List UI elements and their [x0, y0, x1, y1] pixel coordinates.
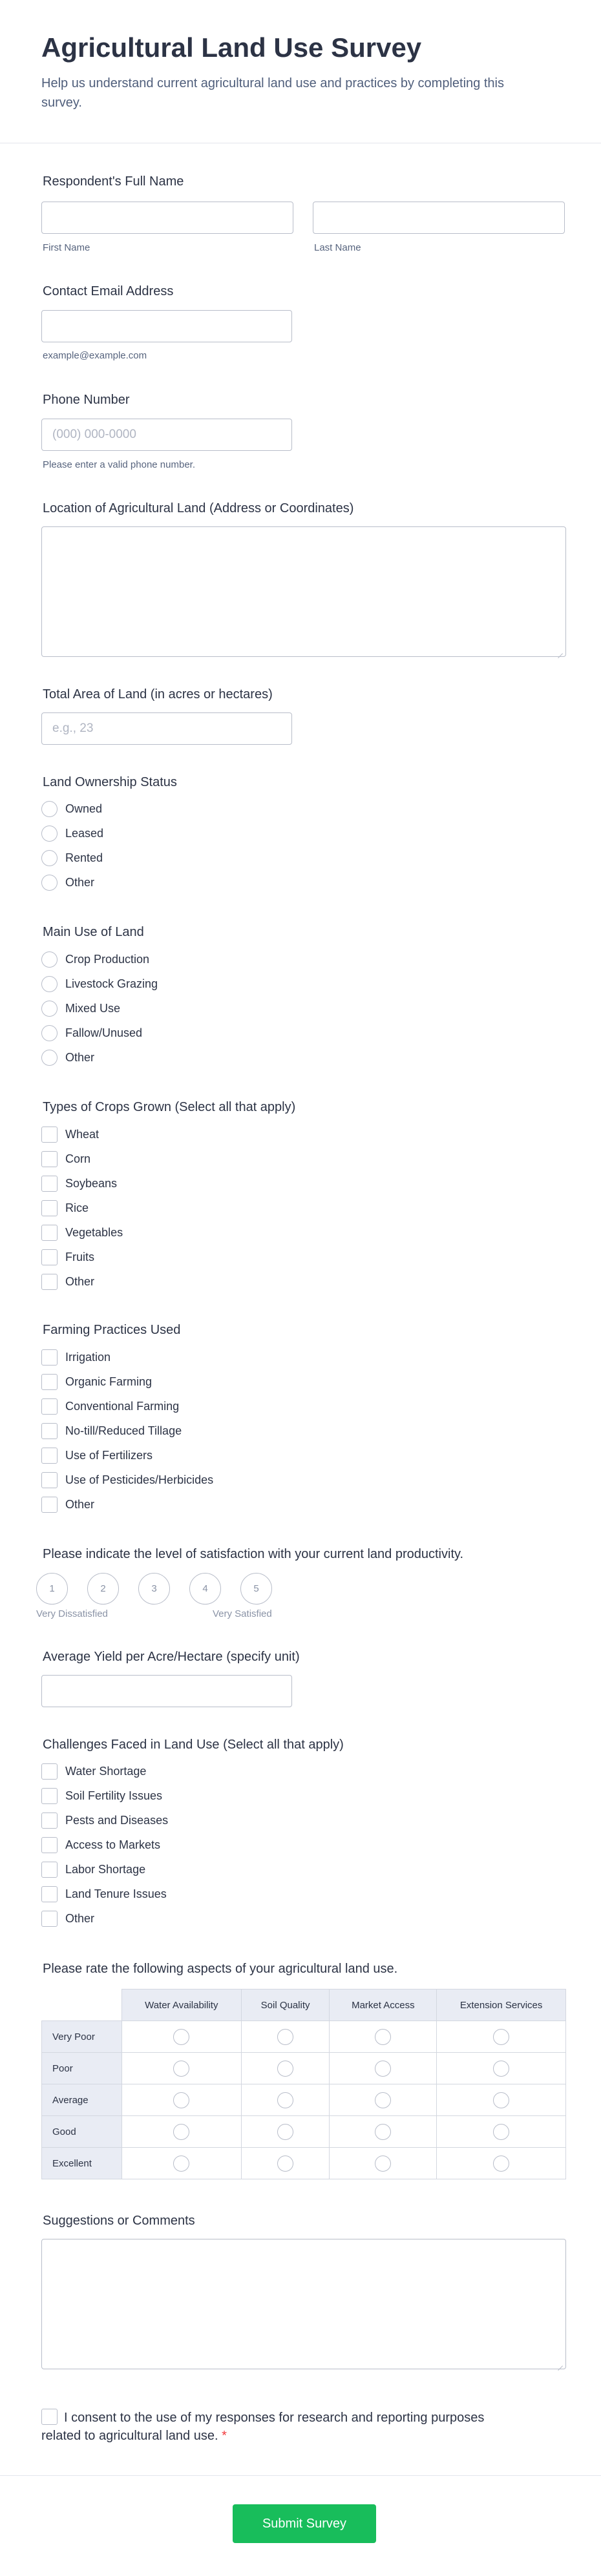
matrix-column-header: Market Access [330, 1989, 437, 2021]
matrix-radio-icon[interactable] [493, 2124, 509, 2140]
matrix-radio-icon[interactable] [375, 2029, 391, 2045]
checkbox-icon[interactable] [41, 1176, 58, 1192]
matrix-radio-icon[interactable] [493, 2061, 509, 2077]
practices-label: Farming Practices Used [43, 1323, 181, 1337]
location-textarea[interactable] [41, 526, 566, 657]
radio-icon[interactable] [41, 1025, 58, 1041]
matrix-label: Please rate the following aspects of your agricultural land use. [43, 1962, 398, 1976]
matrix-radio-icon[interactable] [277, 2029, 293, 2045]
crops-options [41, 1122, 123, 1294]
footer-divider [0, 2475, 601, 2476]
crops-option[interactable]: Wheat [41, 1122, 123, 1147]
consent-label: I consent to the use of my responses for research and reporting purposes related to agricultural land use. [41, 2411, 485, 2443]
matrix-radio-icon[interactable] [173, 2155, 189, 2172]
scale-option[interactable]: 4 [189, 1573, 221, 1605]
form-description: Help us understand current agricultural land use and practices by completing this survey. [41, 76, 504, 110]
matrix-radio-icon[interactable] [277, 2092, 293, 2108]
form-title: Agricultural Land Use Survey [41, 32, 422, 63]
matrix-row [42, 2116, 566, 2148]
matrix-radio-icon[interactable] [375, 2124, 391, 2140]
matrix-radio-icon[interactable] [277, 2061, 293, 2077]
area-placeholder: e.g., 23 [52, 722, 94, 735]
matrix-column-header: Extension Services [437, 1989, 566, 2021]
last-name-sublabel: Last Name [314, 242, 361, 253]
practices-option[interactable]: Organic Farming [41, 1369, 213, 1394]
challenges-option[interactable]: Labor Shortage [41, 1857, 168, 1882]
challenges-option[interactable]: Access to Markets [41, 1833, 168, 1857]
matrix-radio-icon[interactable] [173, 2124, 189, 2140]
rating-matrix [41, 1989, 566, 2179]
name-label: Respondent's Full Name [43, 174, 184, 189]
challenges-options [41, 1759, 168, 1931]
challenges-option[interactable]: Other [41, 1906, 168, 1931]
area-input[interactable] [41, 712, 292, 745]
matrix-radio-icon[interactable] [493, 2092, 509, 2108]
checkbox-icon[interactable] [41, 1274, 58, 1290]
crops-option[interactable]: Corn [41, 1147, 123, 1171]
checkbox-icon[interactable] [41, 1151, 58, 1167]
yield-input[interactable] [41, 1675, 292, 1707]
matrix-radio-icon[interactable] [493, 2155, 509, 2172]
radio-icon[interactable] [41, 801, 58, 817]
ownership-option[interactable]: Leased [41, 821, 103, 846]
radio-icon[interactable] [41, 976, 58, 992]
practices-option[interactable]: No-till/Reduced Tillage [41, 1418, 213, 1443]
comments-label: Suggestions or Comments [43, 2214, 195, 2228]
crops-option[interactable]: Rice [41, 1196, 123, 1220]
email-label: Contact Email Address [43, 284, 174, 298]
consent-checkbox-icon[interactable] [41, 2409, 58, 2425]
matrix-radio-icon[interactable] [375, 2061, 391, 2077]
checkbox-icon[interactable] [41, 1398, 58, 1415]
challenges-option[interactable]: Pests and Diseases [41, 1808, 168, 1833]
consent-field[interactable] [41, 2409, 507, 2445]
matrix-radio-icon[interactable] [375, 2155, 391, 2172]
resize-grip-icon[interactable] [556, 2360, 563, 2366]
checkbox-icon[interactable] [41, 1200, 58, 1216]
first-name-input[interactable] [41, 202, 293, 234]
checkbox-icon[interactable] [41, 1788, 58, 1804]
form-header [0, 0, 601, 143]
matrix-column-header: Soil Quality [241, 1989, 330, 2021]
matrix-radio-icon[interactable] [493, 2029, 509, 2045]
matrix-row [42, 2053, 566, 2084]
checkbox-icon[interactable] [41, 1249, 58, 1265]
checkbox-icon[interactable] [41, 1423, 58, 1439]
radio-icon[interactable] [41, 1050, 58, 1066]
email-sublabel: example@example.com [43, 350, 147, 361]
checkbox-icon[interactable] [41, 1886, 58, 1902]
scale-option[interactable]: 3 [138, 1573, 170, 1605]
satisfaction-scale [36, 1573, 272, 1605]
main-use-option[interactable]: Livestock Grazing [41, 971, 158, 996]
radio-icon[interactable] [41, 850, 58, 866]
main-use-option[interactable]: Crop Production [41, 947, 158, 971]
main-use-label: Main Use of Land [43, 925, 144, 939]
satisfaction-label: Please indicate the level of satisfaction with your current land productivity. [43, 1547, 464, 1561]
matrix-row-header: Very Poor [42, 2021, 122, 2053]
challenges-label: Challenges Faced in Land Use (Select all that apply) [43, 1738, 344, 1752]
crops-option[interactable]: Other [41, 1269, 123, 1294]
practices-option[interactable]: Other [41, 1492, 213, 1517]
checkbox-icon[interactable] [41, 1497, 58, 1513]
email-input[interactable] [41, 310, 292, 342]
matrix-radio-icon[interactable] [277, 2124, 293, 2140]
main-use-option[interactable]: Mixed Use [41, 996, 158, 1021]
practices-option[interactable]: Irrigation [41, 1345, 213, 1369]
practices-options [41, 1345, 213, 1517]
crops-label: Types of Crops Grown (Select all that apply) [43, 1100, 296, 1114]
checkbox-icon[interactable] [41, 1763, 58, 1780]
checkbox-icon[interactable] [41, 1813, 58, 1829]
scale-option[interactable]: 2 [87, 1573, 119, 1605]
main-use-option[interactable]: Fallow/Unused [41, 1021, 158, 1045]
matrix-row-header: Good [42, 2116, 122, 2148]
resize-grip-icon[interactable] [556, 647, 563, 654]
matrix-column-header: Water Availability [121, 1989, 241, 2021]
matrix-radio-icon[interactable] [277, 2155, 293, 2172]
matrix-radio-icon[interactable] [173, 2061, 189, 2077]
matrix-row [42, 2084, 566, 2116]
matrix-row-header: Poor [42, 2053, 122, 2084]
ownership-option[interactable]: Owned [41, 796, 103, 821]
phone-sublabel: Please enter a valid phone number. [43, 459, 195, 470]
checkbox-icon[interactable] [41, 1911, 58, 1927]
area-label: Total Area of Land (in acres or hectares) [43, 687, 273, 701]
location-label: Location of Agricultural Land (Address or Coordinates) [43, 501, 354, 515]
challenges-option[interactable]: Water Shortage [41, 1759, 168, 1783]
checkbox-icon[interactable] [41, 1349, 58, 1366]
matrix-radio-icon[interactable] [173, 2092, 189, 2108]
radio-icon[interactable] [41, 951, 58, 968]
crops-option[interactable]: Vegetables [41, 1220, 123, 1245]
crops-option[interactable]: Soybeans [41, 1171, 123, 1196]
crops-option[interactable]: Fruits [41, 1245, 123, 1269]
last-name-input[interactable] [313, 202, 565, 234]
submit-button[interactable]: Submit Survey [233, 2504, 376, 2543]
radio-icon[interactable] [41, 875, 58, 891]
phone-label: Phone Number [43, 393, 130, 407]
checkbox-icon[interactable] [41, 1448, 58, 1464]
practices-option[interactable]: Conventional Farming [41, 1394, 213, 1418]
ownership-options [41, 796, 103, 895]
matrix-row [42, 2148, 566, 2179]
checkbox-icon[interactable] [41, 1837, 58, 1853]
ownership-option[interactable]: Other [41, 870, 103, 895]
scale-low-label: Very Dissatisfied [36, 1608, 108, 1619]
matrix-corner [42, 1989, 122, 2021]
phone-placeholder: (000) 000-0000 [52, 428, 136, 441]
practices-option[interactable]: Use of Pesticides/Herbicides [41, 1468, 213, 1492]
checkbox-icon[interactable] [41, 1127, 58, 1143]
challenges-option[interactable]: Land Tenure Issues [41, 1882, 168, 1906]
main-use-option[interactable]: Other [41, 1045, 158, 1070]
matrix-radio-icon[interactable] [375, 2092, 391, 2108]
phone-input[interactable] [41, 419, 292, 451]
matrix-row-header: Average [42, 2084, 122, 2116]
yield-label: Average Yield per Acre/Hectare (specify unit) [43, 1650, 300, 1664]
matrix-row-header: Excellent [42, 2148, 122, 2179]
ownership-option[interactable]: Rented [41, 846, 103, 870]
ownership-label: Land Ownership Status [43, 775, 177, 789]
matrix-row [42, 2021, 566, 2053]
scale-option[interactable]: 1 [36, 1573, 68, 1605]
first-name-sublabel: First Name [43, 242, 90, 253]
matrix-radio-icon[interactable] [173, 2029, 189, 2045]
required-asterisk: * [222, 2429, 227, 2443]
scale-high-label: Very Satisfied [213, 1608, 272, 1619]
radio-icon[interactable] [41, 1001, 58, 1017]
checkbox-icon[interactable] [41, 1225, 58, 1241]
comments-textarea[interactable] [41, 2239, 566, 2369]
checkbox-icon[interactable] [41, 1862, 58, 1878]
checkbox-icon[interactable] [41, 1472, 58, 1488]
matrix-header-row [42, 1989, 566, 2021]
challenges-option[interactable]: Soil Fertility Issues [41, 1783, 168, 1808]
radio-icon[interactable] [41, 826, 58, 842]
scale-option[interactable]: 5 [240, 1573, 272, 1605]
checkbox-icon[interactable] [41, 1374, 58, 1390]
practices-option[interactable]: Use of Fertilizers [41, 1443, 213, 1468]
main-use-options [41, 947, 158, 1070]
